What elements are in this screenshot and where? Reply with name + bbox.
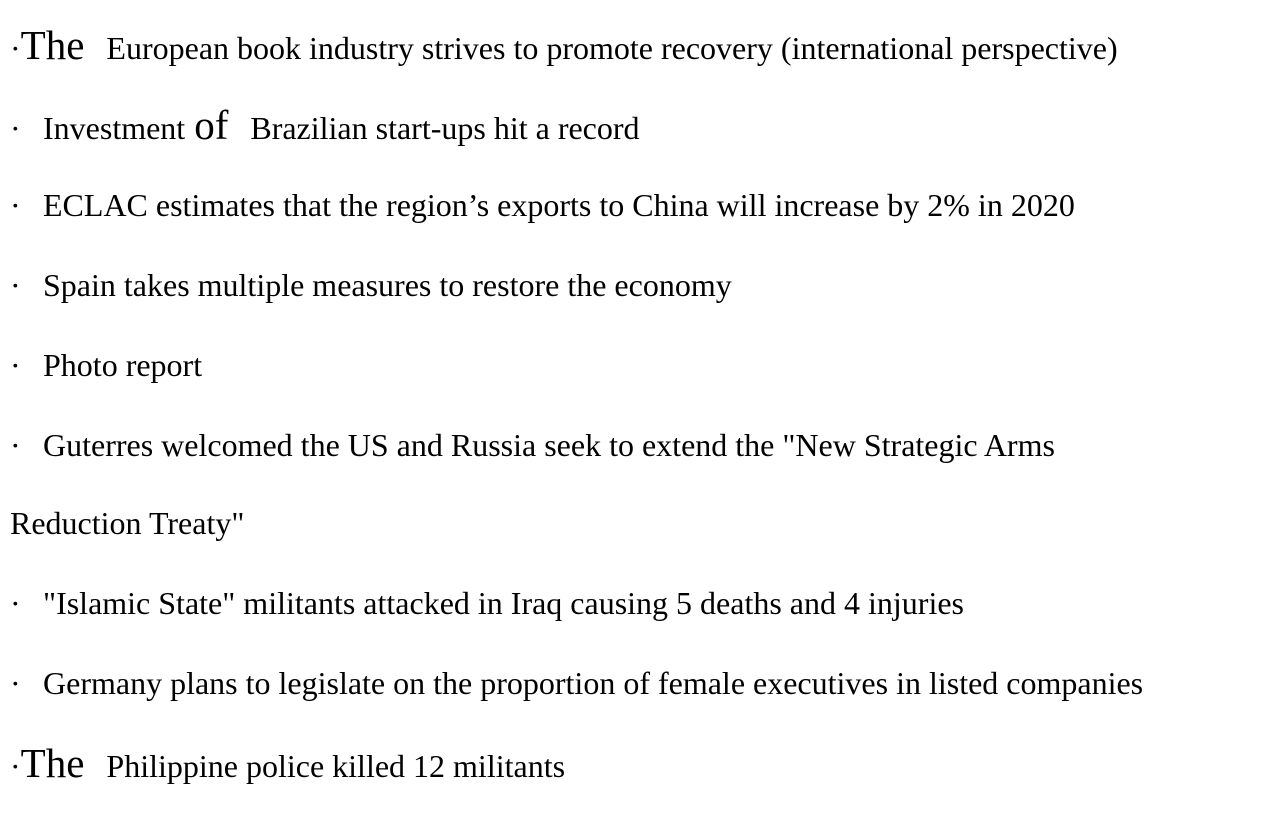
headline-guterres-treaty-continuation (10, 503, 244, 543)
headline-text: Spain takes multiple measures to restore the economy (43, 267, 732, 303)
headline-text: Philippine police killed 12 militants (106, 748, 566, 784)
bullet: · (10, 347, 21, 383)
bullet: · (10, 585, 21, 621)
bullet: · (10, 267, 21, 303)
headline-guterres-treaty (10, 425, 1055, 465)
bullet: · (10, 665, 21, 701)
headline-text-start: Investment (43, 110, 186, 146)
headline-photo-report (10, 345, 202, 385)
headline-iraq-attack (10, 583, 964, 623)
headline-text-end: Brazilian start-ups hit a record (250, 110, 640, 146)
headline-text: Germany plans to legislate on the proportion of female executives in listed companies (43, 665, 1144, 701)
headline-germany-female-executives (10, 663, 1143, 703)
headline-text: Guterres welcomed the US and Russia seek to extend the "New Strategic Arms (43, 427, 1055, 463)
headline-brazilian-startups (10, 102, 640, 148)
bullet: · (10, 110, 21, 146)
headline-lead-word: The (20, 740, 85, 786)
headline-text: "Islamic State" militants attacked in Iraq causing 5 deaths and 4 injuries (43, 585, 964, 621)
bullet: · (10, 427, 21, 463)
headline-lead-word: The (20, 22, 85, 68)
bullet: · (10, 187, 21, 223)
headline-philippine-police (10, 740, 566, 786)
headline-text: ECLAC estimates that the region’s exports to China will increase by 2% in 2020 (43, 187, 1075, 223)
headline-text-continuation: Reduction Treaty" (10, 505, 245, 541)
headline-text: European book industry strives to promote recovery (international perspective) (106, 30, 1118, 66)
headline-spain-economy (10, 265, 732, 305)
headline-lead-word: of (194, 102, 229, 148)
bullet: · (10, 30, 21, 66)
headline-european-book-industry (10, 22, 1118, 68)
bullet: · (10, 748, 21, 784)
headline-text: Photo report (43, 347, 203, 383)
headline-eclac-exports (10, 185, 1075, 225)
